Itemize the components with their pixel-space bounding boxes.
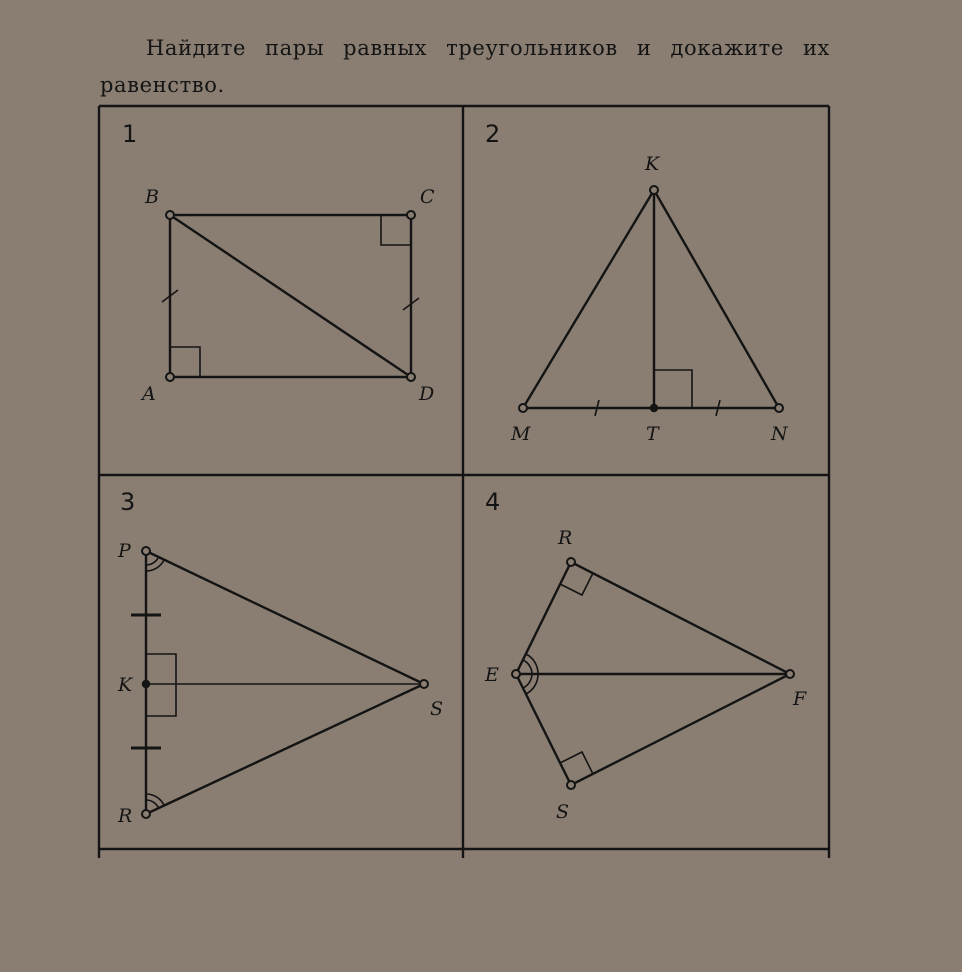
point-label-R: R <box>558 527 573 549</box>
point-label-K: K <box>645 153 660 175</box>
figure-2 <box>485 120 789 445</box>
figure-1 <box>122 120 435 405</box>
figure-4 <box>484 488 807 823</box>
point-label-A: A <box>142 383 156 405</box>
panel-number-1: 1 <box>122 120 138 148</box>
panel-number-2: 2 <box>485 120 501 148</box>
point-label-F: F <box>793 688 807 710</box>
point-label-K: K <box>118 674 133 696</box>
point-label-M: M <box>511 423 531 445</box>
point-label-E: E <box>485 664 499 686</box>
point-label-B: B <box>145 186 159 208</box>
point-label-T: T <box>646 423 659 445</box>
point-label-N: N <box>771 423 788 445</box>
point-label-C: C <box>420 186 435 208</box>
point-label-S: S <box>430 698 444 720</box>
point-label-R: R <box>118 805 133 827</box>
point-label-S: S <box>556 801 570 823</box>
figure-3 <box>117 488 443 827</box>
point-label-P: P <box>118 540 131 562</box>
panel-number-3: 3 <box>120 488 136 516</box>
task-text: Найдите пары равных треугольников и докажите их равенство. <box>100 36 830 97</box>
panel-number-4: 4 <box>485 488 501 516</box>
panel-grid <box>99 106 829 858</box>
point-label-D: D <box>419 383 435 405</box>
